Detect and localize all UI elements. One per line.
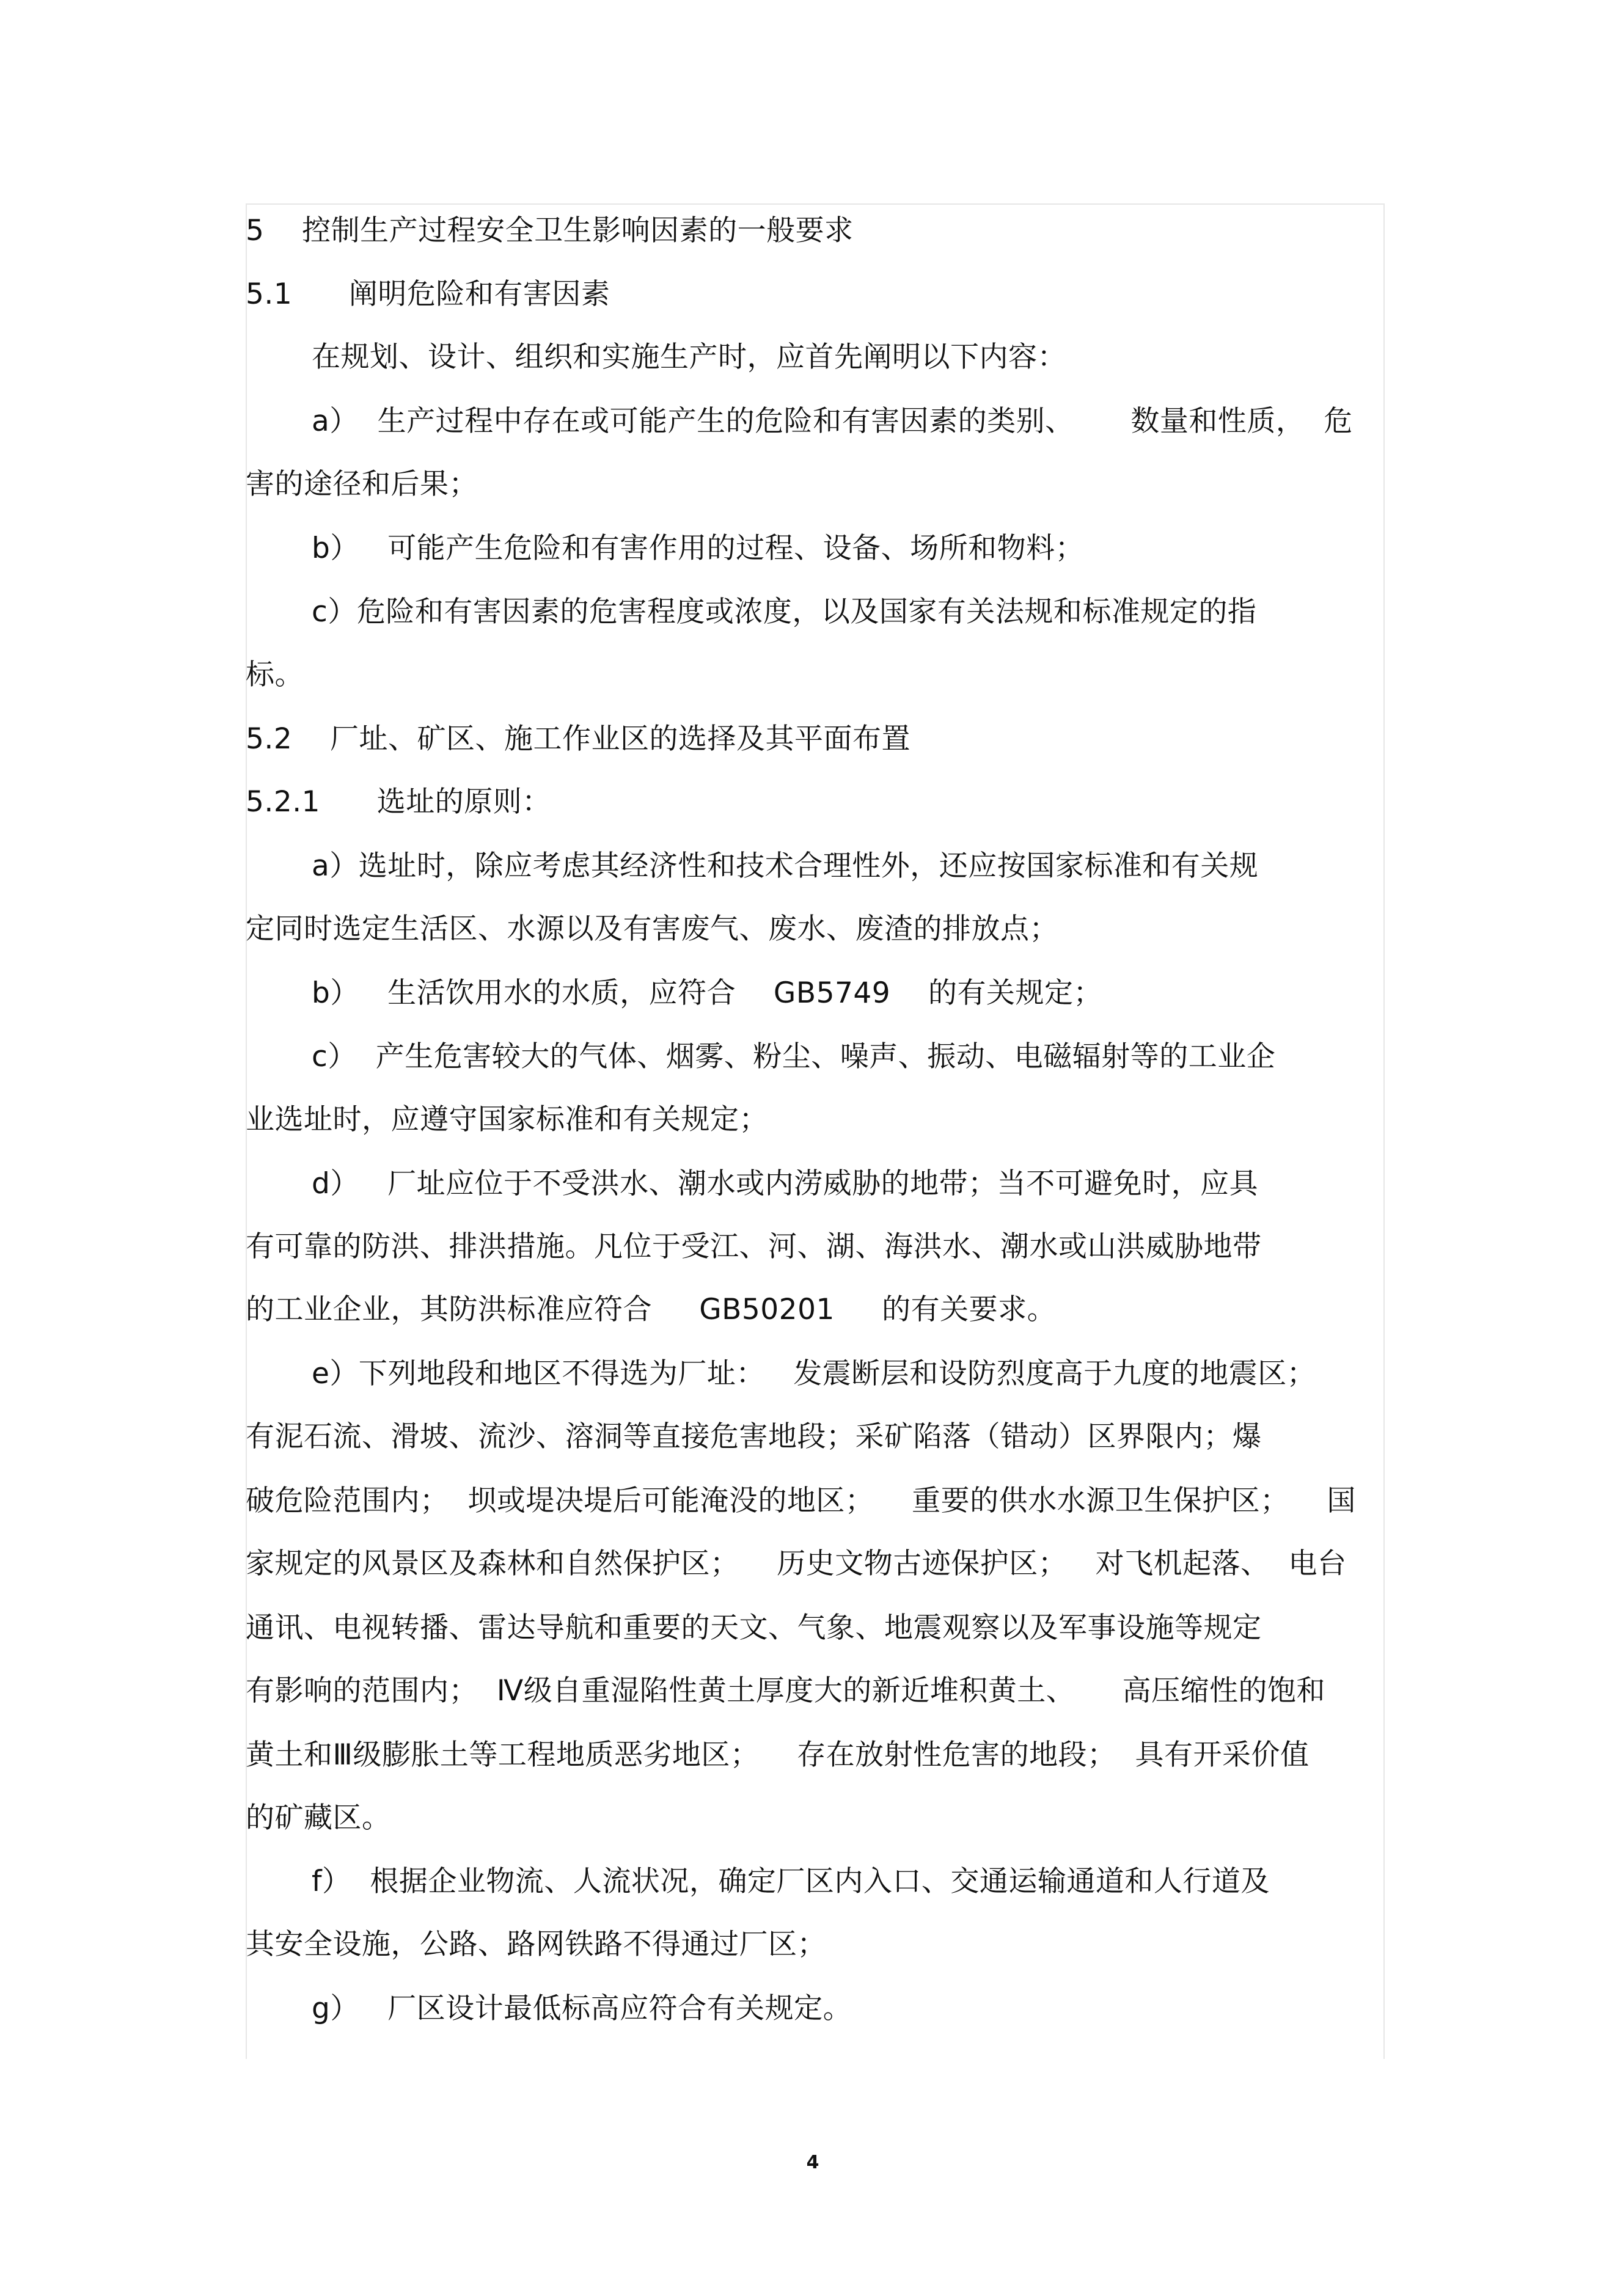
paragraph-line: 有可靠的防洪、排洪措施。凡位于受江、河、湖、海洪水、潮水或山洪威胁地带 [246,1230,1262,1263]
paragraph-line: 破危险范围内； 坝或堤决堤后可能淹没的地区； 重要的供水水源卫生保护区； 国 [246,1484,1356,1518]
paragraph-line: 的工业企业，其防洪标准应符合 GB50201 的有关要求。 [246,1293,1057,1326]
list-item-c: c）危险和有害因素的危害程度或浓度，以及国家有关法规和标准规定的指 [312,595,1257,629]
section-5-2-1-heading: 5.2.1 选址的原则： [246,785,551,819]
paragraph-line: 定同时选定生活区、水源以及有害废气、废水、废渣的排放点； [246,912,1058,946]
list-item-g: g） 厂区设计最低标高应符合有关规定。 [312,1992,852,2025]
list-item-a: a） 生产过程中存在或可能产生的危险和有害因素的类别、 数量和性质， 危 [312,404,1353,438]
paragraph-line: 有影响的范围内； Ⅳ级自重湿陷性黄土厚度大的新近堆积黄土、 高压缩性的饱和 [246,1674,1325,1708]
paragraph-line: 害的途径和后果； [246,467,478,501]
page-number: 4 [806,2152,819,2173]
paragraph-line: 家规定的风景区及森林和自然保护区； 历史文物古迹保护区； 对飞机起落、 电台 [246,1547,1347,1581]
list-item-b: b） 可能产生危险和有害作用的过程、设备、场所和物料； [312,532,1085,565]
paragraph-line: 的矿藏区。 [246,1801,391,1835]
paragraph-line: 有泥石流、滑坡、流沙、溶洞等直接危害地段；采矿陷落（错动）区界限内；爆 [246,1420,1262,1453]
section-5-2-heading: 5.2 厂址、矿区、施工作业区的选择及其平面布置 [246,722,911,756]
list-item-f: f） 根据企业物流、人流状况，确定厂区内入口、交通运输通道和人行道及 [312,1865,1270,1898]
list-item-c: c） 产生危害较大的气体、烟雾、粉尘、噪声、振动、电磁辐射等的工业企 [312,1040,1276,1073]
list-item-a: a）选址时，除应考虑其经济性和技术合理性外，还应按国家标准和有关规 [312,849,1259,883]
paragraph-line: 通讯、电视转播、雷达导航和重要的天文、气象、地震观察以及军事设施等规定 [246,1611,1262,1645]
list-item-e: e）下列地段和地区不得选为厂址： 发震断层和设防烈度高于九度的地震区； [312,1357,1316,1391]
list-item-b: b） 生活饮用水的水质，应符合 GB5749 的有关规定； [312,976,1102,1010]
section-5-1-heading: 5.1 阐明危险和有害因素 [246,277,610,311]
paragraph-line: 其安全设施，公路、路网铁路不得通过厂区； [246,1928,826,1961]
list-item-d: d） 厂址应位于不受洪水、潮水或内涝威胁的地带；当不可避免时，应具 [312,1167,1259,1201]
paragraph-line: 标。 [246,658,304,692]
paragraph-line: 在规划、设计、组织和实施生产时，应首先阐明以下内容： [312,340,1066,374]
paragraph-line: 黄土和Ⅲ级膨胀土等工程地质恶劣地区； 存在放射性危害的地段； 具有开采价值 [246,1738,1310,1772]
section-5-heading: 5 控制生产过程安全卫生影响因素的一般要求 [246,214,854,247]
paragraph-line: 业选址时，应遵守国家标准和有关规定； [246,1103,768,1136]
